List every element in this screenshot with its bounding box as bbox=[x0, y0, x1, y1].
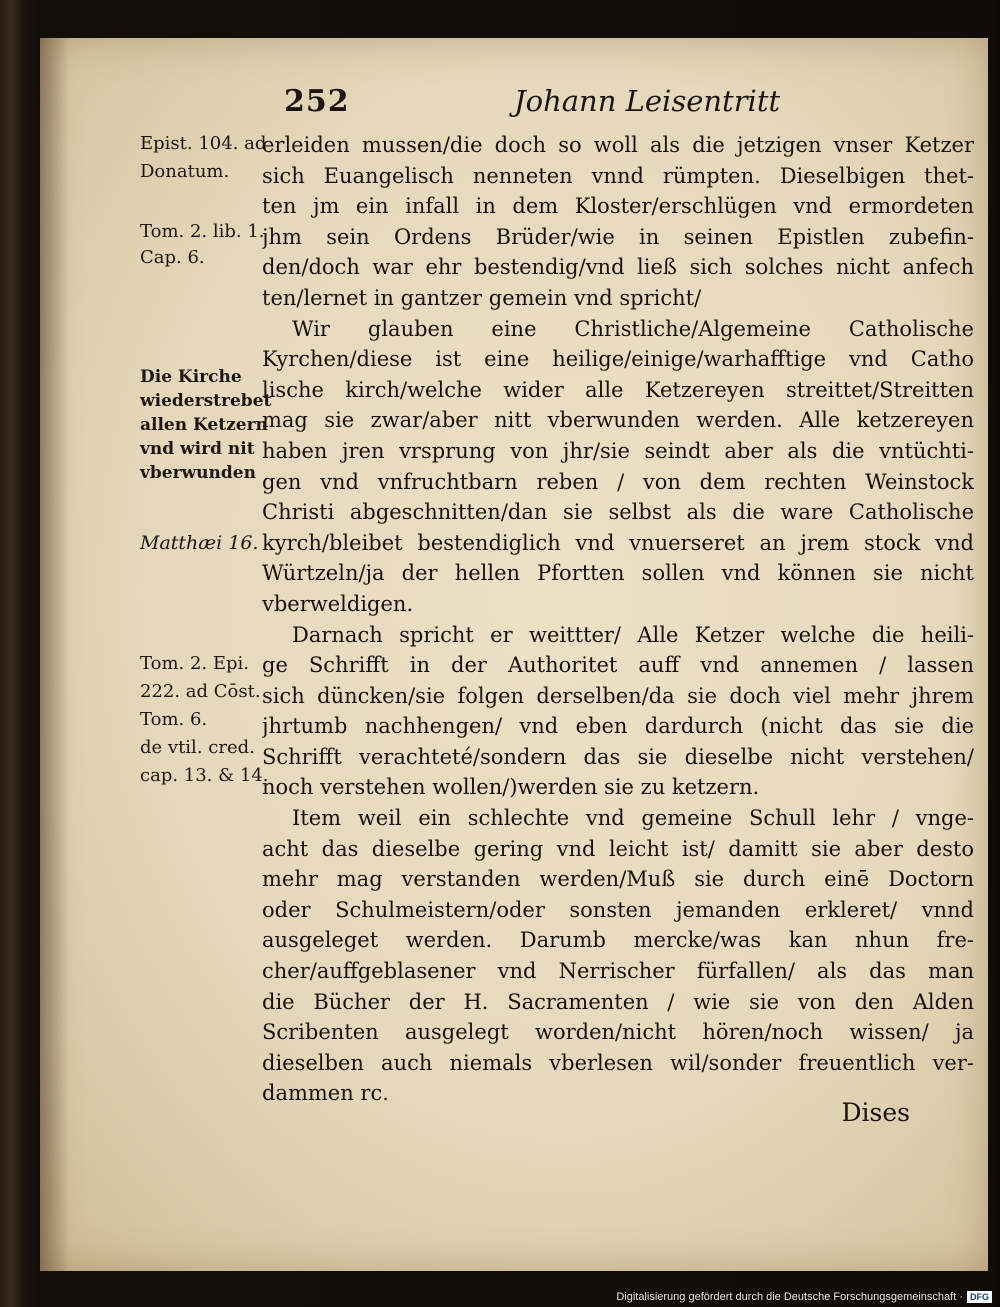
text-line: dieselben auch niemals vberlesen wil/sonder freuentlich ver- bbox=[262, 1050, 974, 1075]
text-line: Wir glauben eine Christliche/Algemeine Catholische bbox=[292, 316, 974, 341]
margin-note: vnd wird nit bbox=[140, 439, 255, 459]
text-line: den/doch war ehr bestendig/vnd ließ sich solches nicht anfech bbox=[262, 255, 974, 280]
margin-note: wiederstrebet bbox=[140, 391, 272, 411]
margin-note: Donatum. bbox=[140, 161, 230, 182]
margin-note: vberwunden bbox=[140, 463, 256, 483]
margin-note: allen Ketzern bbox=[140, 415, 268, 435]
margin-note: Matthæi 16. bbox=[140, 532, 259, 554]
body-text bbox=[262, 130, 974, 1109]
text-line: lische kirch/welche wider alle Ketzereyen streittet/Streitten bbox=[262, 377, 974, 402]
dfg-logo: DFG bbox=[967, 1291, 992, 1303]
text-line: gen vnd vnfruchtbarn reben / von dem rechten Weinstock bbox=[262, 469, 974, 494]
text-line: jhrtumb nachhengen/ vnd eben dardurch (nicht das sie die bbox=[262, 714, 974, 739]
text-line: mehr mag verstanden werden/Muß sie durch einē Doctorn bbox=[262, 867, 974, 892]
page-number: 252 bbox=[284, 84, 350, 119]
margin-note: Epist. 104. ad bbox=[140, 133, 267, 154]
text-line: dammen rc. bbox=[262, 1081, 389, 1106]
text-line: Darnach spricht er weittter/ Alle Ketzer welche die heili- bbox=[292, 622, 974, 647]
footer-text: Digitalisierung gefördert durch die Deutsche Forschungsgemeinschaft · bbox=[616, 1291, 963, 1303]
book-page bbox=[40, 38, 988, 1271]
text-line: Christi abgeschnitten/dan sie selbst als die ware Catholische bbox=[262, 500, 974, 525]
margin-note: Tom. 6. bbox=[140, 709, 208, 730]
text-line: vberweldigen. bbox=[262, 591, 414, 616]
margin-note: de vtil. cred. bbox=[140, 737, 255, 758]
text-line: mag sie zwar/aber nitt vberwunden werden. Alle ketzereyen bbox=[262, 408, 974, 433]
text-line: oder Schulmeistern/oder sonsten jemanden erkleret/ vnnd bbox=[262, 897, 974, 922]
text-line: ten jm ein infall in dem Kloster/erschlügen vnd ermordeten bbox=[262, 194, 974, 219]
text-line: sich Euangelisch nenneten vnnd rümpten. Dieselbigen thet- bbox=[262, 163, 974, 188]
text-line: kyrch/bleibet bestendiglich vnd vnuerseret an jrem stock vnd bbox=[262, 530, 974, 555]
margin-note: Tom. 2. lib. 1. bbox=[140, 221, 265, 242]
catchword: Dises bbox=[841, 1098, 910, 1127]
text-line: Schrifft verachteté/sondern das sie dieselbe nicht verstehen/ bbox=[262, 744, 974, 769]
margin-note: Tom. 2. Epi. bbox=[140, 653, 249, 674]
text-line: noch verstehen wollen/)werden sie zu ketzern. bbox=[262, 775, 760, 800]
running-head: Johann Leisentritt bbox=[514, 84, 781, 118]
text-line: die Bücher der H. Sacramenten / wie sie von den Alden bbox=[262, 989, 974, 1014]
text-line: haben jren vrsprung von jhr/sie seindt aber als die vntüchti- bbox=[262, 438, 974, 463]
text-line: ausgeleget werden. Darumb mercke/was kan nhun fre- bbox=[262, 928, 974, 953]
text-line: ten/lernet in gantzer gemein vnd spricht/ bbox=[262, 285, 702, 310]
margin-note: Die Kirche bbox=[140, 367, 242, 387]
text-line: Würtzeln/ja der hellen Pfortten sollen vnd können sie nicht bbox=[262, 561, 974, 586]
digitization-footer bbox=[616, 1291, 992, 1303]
margin-note: Cap. 6. bbox=[140, 247, 205, 268]
text-line: sich düncken/sie folgen derselben/da sie doch viel mehr jhrem bbox=[262, 683, 974, 708]
text-line: jhm sein Ordens Brüder/wie in seinen Epistlen zubefin- bbox=[262, 224, 974, 249]
margin-note: 222. ad Cōst. bbox=[140, 681, 261, 702]
text-line: Kyrchen/diese ist eine heilige/einige/warhafftige vnd Catho bbox=[262, 347, 974, 372]
text-line: cher/auffgeblasener vnd Nerrischer fürfallen/ als das man bbox=[262, 959, 974, 984]
text-line: Item weil ein schlechte vnd gemeine Schull lehr / vnge- bbox=[292, 806, 974, 831]
text-line: acht das dieselbe gering vnd leicht ist/ damitt sie aber desto bbox=[262, 836, 974, 861]
text-line: ge Schrifft in der Authoritet auff vnd annemen / lassen bbox=[262, 653, 974, 678]
text-line: Scribenten ausgelegt worden/nicht hören/noch wissen/ ja bbox=[262, 1020, 974, 1045]
margin-note: cap. 13. & 14. bbox=[140, 765, 269, 786]
text-line: erleiden mussen/die doch so woll als die jetzigen vnser Ketzer bbox=[262, 133, 974, 157]
